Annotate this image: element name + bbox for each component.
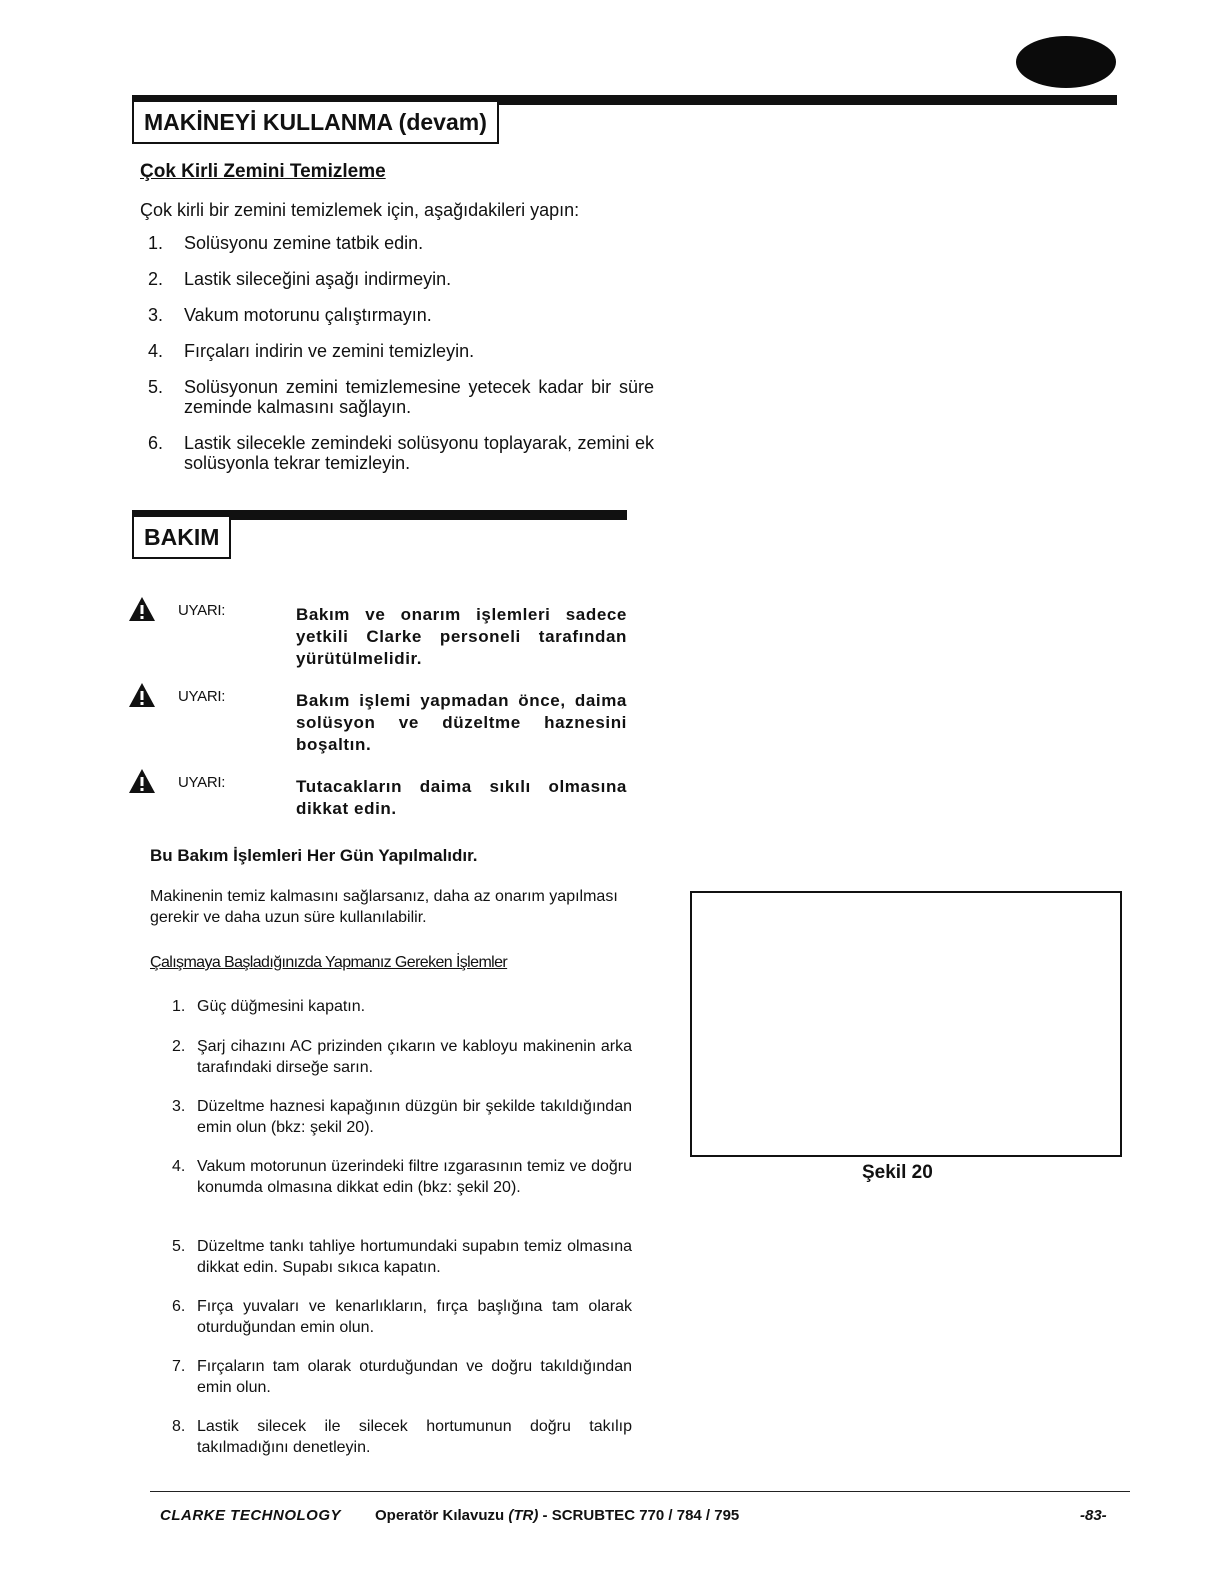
list-text: Güç düğmesini kapatın. <box>197 998 366 1015</box>
footer-manual-lang: (TR) <box>508 1507 539 1524</box>
warning-text: Tutacakların daima sıkılı olmasına dikkat edin. <box>296 777 627 818</box>
warning-triangle-icon <box>129 683 155 707</box>
list-number: 5. <box>172 1238 186 1255</box>
bakim-title: BAKIM <box>132 515 231 559</box>
figure-caption: Şekil 20 <box>862 1162 933 1183</box>
list-text: Lastik silecek ile silecek hortumunun doğru takılıp takılmadığını denetleyin. <box>197 1418 632 1456</box>
warning-label: UYARI: <box>178 688 226 705</box>
page-number: -83- <box>1080 1507 1107 1524</box>
list-text: Fırçaları indirin ve zemini temizleyin. <box>184 341 475 361</box>
list-number: 8. <box>172 1418 186 1435</box>
footer-manual-prefix: Operatör Kılavuzu <box>375 1507 509 1524</box>
list-text: Vakum motorunun üzerindeki filtre ızgarasının temiz ve doğru konumda olmasına dikkat edin (bkz: şekil 20). <box>197 1158 632 1196</box>
list-text: Düzeltme haznesi kapağının düzgün bir şekilde takıldığından emin olun (bkz: şekil 20). <box>197 1098 632 1136</box>
footer-manual-model: - SCRUBTEC 770 / 784 / 795 <box>538 1507 740 1524</box>
warning-label: UYARI: <box>178 602 226 619</box>
daily-intro: Makinenin temiz kalmasını sağlarsanız, daha az onarım yapılması gerekir ve daha uzun süre kullanılabilir. <box>150 888 618 926</box>
section-tab-marker <box>1016 36 1116 88</box>
list-text: Lastik silecekle zemindeki solüsyonu toplayarak, zemini ek solüsyonla tekrar temizleyin. <box>184 433 654 473</box>
list-text: Fırça yuvaları ve kenarlıkların, fırça başlığına tam olarak oturduğundan emin olun. <box>197 1298 632 1336</box>
footer-manual <box>375 1507 739 1524</box>
list-text: Solüsyonun zemini temizlemesine yetecek kadar bir süre zeminde kalmasını sağlayın. <box>184 377 654 417</box>
warning-triangle-icon <box>129 597 155 621</box>
start-subtitle: Çalışmaya Başladığınızda Yapmanız Gereken İşlemler <box>150 954 508 971</box>
list-number: 1. <box>148 233 164 253</box>
page-title: MAKİNEYİ KULLANMA (devam) <box>132 100 499 144</box>
list-number: 5. <box>148 377 164 397</box>
list-number: 4. <box>148 341 164 361</box>
section-subtitle: Çok Kirli Zemini Temizleme <box>140 161 386 182</box>
section-intro: Çok kirli bir zemini temizlemek için, aşağıdakileri yapın: <box>140 200 580 220</box>
list-number: 7. <box>172 1358 186 1375</box>
list-number: 1. <box>172 998 186 1015</box>
list-text: Fırçaların tam olarak oturduğundan ve doğru takıldığından emin olun. <box>197 1358 632 1396</box>
list-text: Düzeltme tankı tahliye hortumundaki supabın temiz olmasına dikkat edin. Supabı sıkıca kapatın. <box>197 1238 632 1276</box>
warning-triangle-icon <box>129 769 155 793</box>
list-text: Vakum motorunu çalıştırmayın. <box>184 305 432 325</box>
footer-brand: CLARKE TECHNOLOGY <box>160 1507 341 1524</box>
list-number: 2. <box>172 1038 186 1055</box>
list-number: 2. <box>148 269 164 289</box>
figure-frame <box>690 891 1122 1157</box>
list-number: 4. <box>172 1158 186 1175</box>
daily-heading: Bu Bakım İşlemleri Her Gün Yapılmalıdır. <box>150 846 478 865</box>
list-text: Şarj cihazını AC prizinden çıkarın ve kabloyu makinenin arka tarafındaki dirseğe sarın. <box>197 1038 632 1076</box>
list-number: 6. <box>172 1298 186 1315</box>
list-number: 3. <box>148 305 164 325</box>
list-text: Lastik sileceğini aşağı indirmeyin. <box>184 269 452 289</box>
footer-rule <box>150 1491 1130 1492</box>
warning-text: Bakım işlemi yapmadan önce, daima solüsyon ve düzeltme haznesini boşaltın. <box>296 691 627 754</box>
list-text: Solüsyonu zemine tatbik edin. <box>184 233 424 253</box>
warning-label: UYARI: <box>178 774 226 791</box>
list-number: 6. <box>148 433 164 453</box>
warning-text: Bakım ve onarım işlemleri sadece yetkili Clarke personeli tarafından yürütülmelidir. <box>296 605 627 668</box>
list-number: 3. <box>172 1098 186 1115</box>
